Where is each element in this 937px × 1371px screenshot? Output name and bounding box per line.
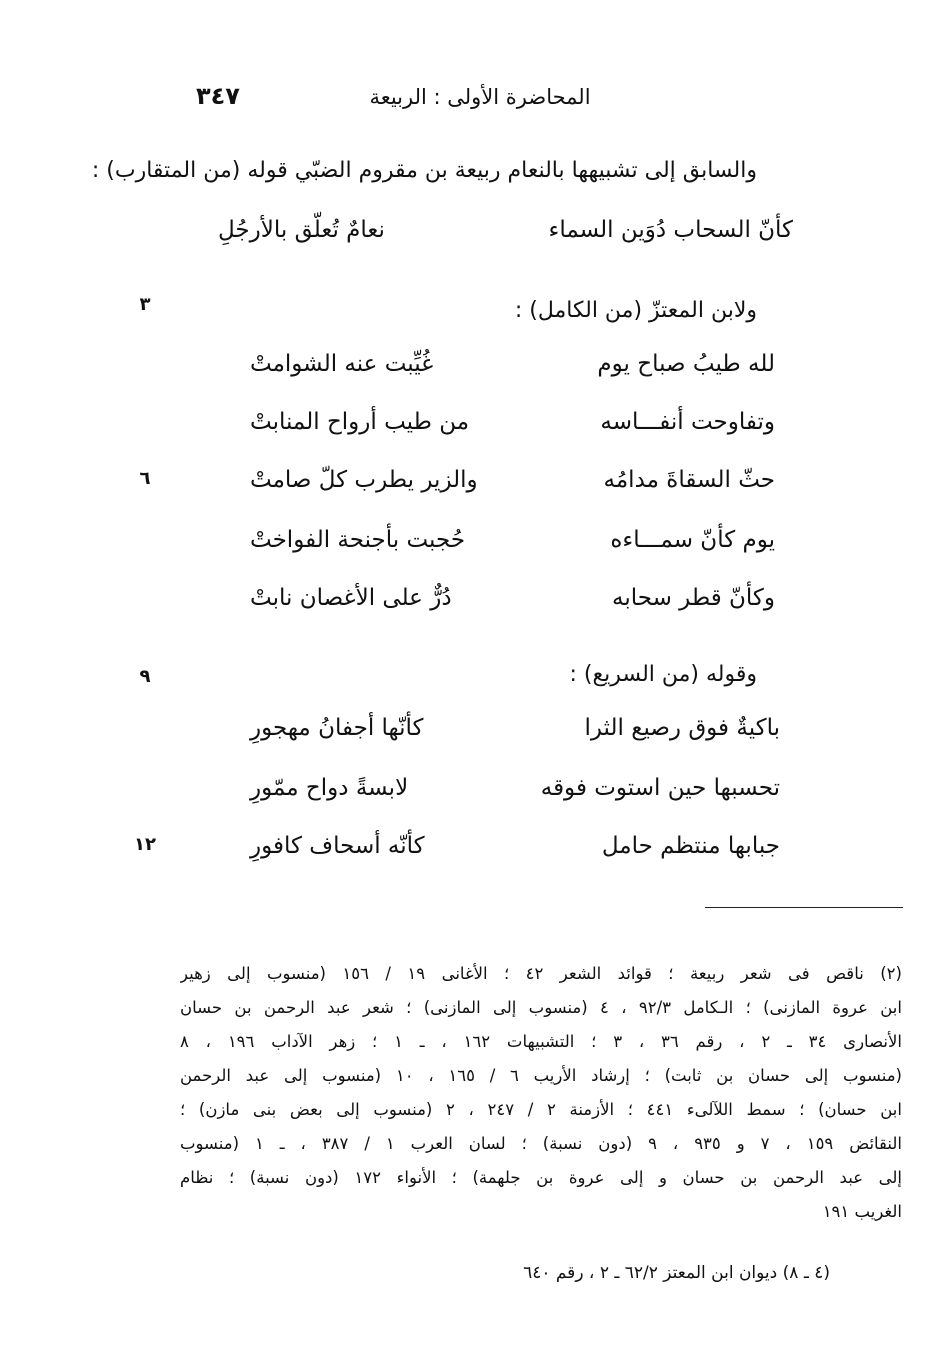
page-number: ٣٤٧	[196, 82, 240, 110]
footnote-line: (منسوب إلى حسان بن ثابت) ؛ إرشاد الأريب ٦ / ١٦٥ ، ١٠ (منسوب إلى عبد الرحمن	[180, 1066, 902, 1085]
verse-hemistich-right: حثّ السقاةَ مدامُه	[603, 467, 775, 493]
footnote-line: (٢) ناقص فى شعر ربيعة ؛ قوائد الشعر ٤٢ ؛ الأغانى ١٩ / ١٥٦ (منسوب إلى زهير	[180, 964, 902, 983]
line-number: ٣	[139, 294, 151, 315]
footnote-line: النقائض ١٥٩ ، ٧ و ٩٣٥ ، ٩ (دون نسبة) ؛ لسان العرب ١ / ٣٨٧ ، ـ ١ (منسوب	[180, 1134, 902, 1153]
verse-hemistich-right: تحسبها حين استوت فوقه	[540, 775, 780, 801]
running-header: المحاضرة الأولى : الربيعة	[369, 85, 591, 109]
verse-line	[250, 706, 780, 750]
footnote-2	[180, 957, 902, 1229]
verse-hemistich-right: جبابها منتظم حامل	[601, 833, 780, 859]
verse-hemistich-left: كأنّه أسحاف كافورِ	[250, 833, 425, 859]
verse-line	[250, 518, 775, 562]
verse-line	[218, 208, 793, 252]
footnote-divider	[705, 907, 903, 908]
verse-hemistich-right: كأنّ السحاب دُوَين السماء	[548, 217, 793, 243]
footnote-line: الأنصارى ٣٤ ـ ٢ ، رقم ٣٦ ، ٣ ؛ التشبيهات ١٦٢ ، ـ ١ ؛ زهر الآداب ١٩٦ ، ٨	[180, 1032, 902, 1051]
intro-line-mutaqarib: والسابق إلى تشبيهها بالنعام ربيعة بن مقروم الضبّي قوله (من المتقارب) :	[91, 158, 757, 183]
verse-hemistich-right: باكيةٌ فوق رصيع الثرا	[584, 715, 780, 741]
line-number: ١٢	[134, 834, 156, 855]
verse-line	[250, 458, 775, 502]
verse-line	[250, 400, 775, 444]
verse-hemistich-left: دُرٌّ على الأغصان نابتْ	[250, 585, 452, 611]
verse-hemistich-left: لابسةً دواح ممّورِ	[250, 775, 409, 801]
verse-hemistich-right: وتفاوحت أنفـــاسه	[600, 409, 775, 435]
footnote-line: ابن عروة المازنى) ؛ الـكامل ٩٢/٣ ، ٤ (منسوب إلى المازنى) ؛ شعر عبد الرحمن بن حسان	[180, 998, 902, 1017]
verse-line	[250, 824, 780, 868]
verse-line	[250, 766, 780, 810]
verse-hemistich-right: لله طيبُ صباح يوم	[597, 351, 775, 377]
intro-line-sari: وقوله (من السريع) :	[569, 662, 757, 687]
verse-hemistich-right: يوم كأنّ سمـــاءه	[610, 527, 775, 553]
verse-hemistich-left: من طيب أرواح المنابتْ	[250, 409, 470, 435]
footnote-line: إلى عبد الرحمن بن حسان و إلى عروة بن جلهمة) ؛ الأنواء ١٧٢ (دون نسبة) ؛ نظام	[180, 1168, 902, 1187]
verse-hemistich-left: والزير يطرب كلّ صامتْ	[250, 467, 478, 493]
line-number: ٦	[139, 468, 151, 489]
verse-hemistich-left: نعامٌ تُعلّق بالأرجُلِ	[218, 217, 385, 243]
footnote-line: ابن حسان) ؛ سمط اللآلىء ٤٤١ ؛ الأزمنة ٢ / ٢٤٧ ، ٢ (منسوب إلى بعض بنى مازن) ؛	[180, 1100, 902, 1119]
verse-hemistich-left: غُيِّبت عنه الشوامتْ	[250, 351, 434, 377]
verse-hemistich-left: كأنّها أجفانُ مهجورِ	[250, 715, 424, 741]
verse-line	[250, 342, 775, 386]
verse-line	[250, 576, 775, 620]
footnote-4-8: (٤ ـ ٨) ديوان ابن المعتز ٦٢/٢ ـ ٢ ، رقم ٦٤٠	[523, 1263, 830, 1283]
verse-hemistich-right: وكأنّ قطر سحابه	[612, 585, 775, 611]
footnote-line: الغريب ١٩١	[822, 1202, 902, 1221]
line-number: ٩	[139, 666, 151, 687]
intro-line-kamil: ولابن المعتزّ (من الكامل) :	[514, 298, 757, 323]
verse-hemistich-left: حُجبت بأجنحة الفواختْ	[250, 527, 466, 553]
